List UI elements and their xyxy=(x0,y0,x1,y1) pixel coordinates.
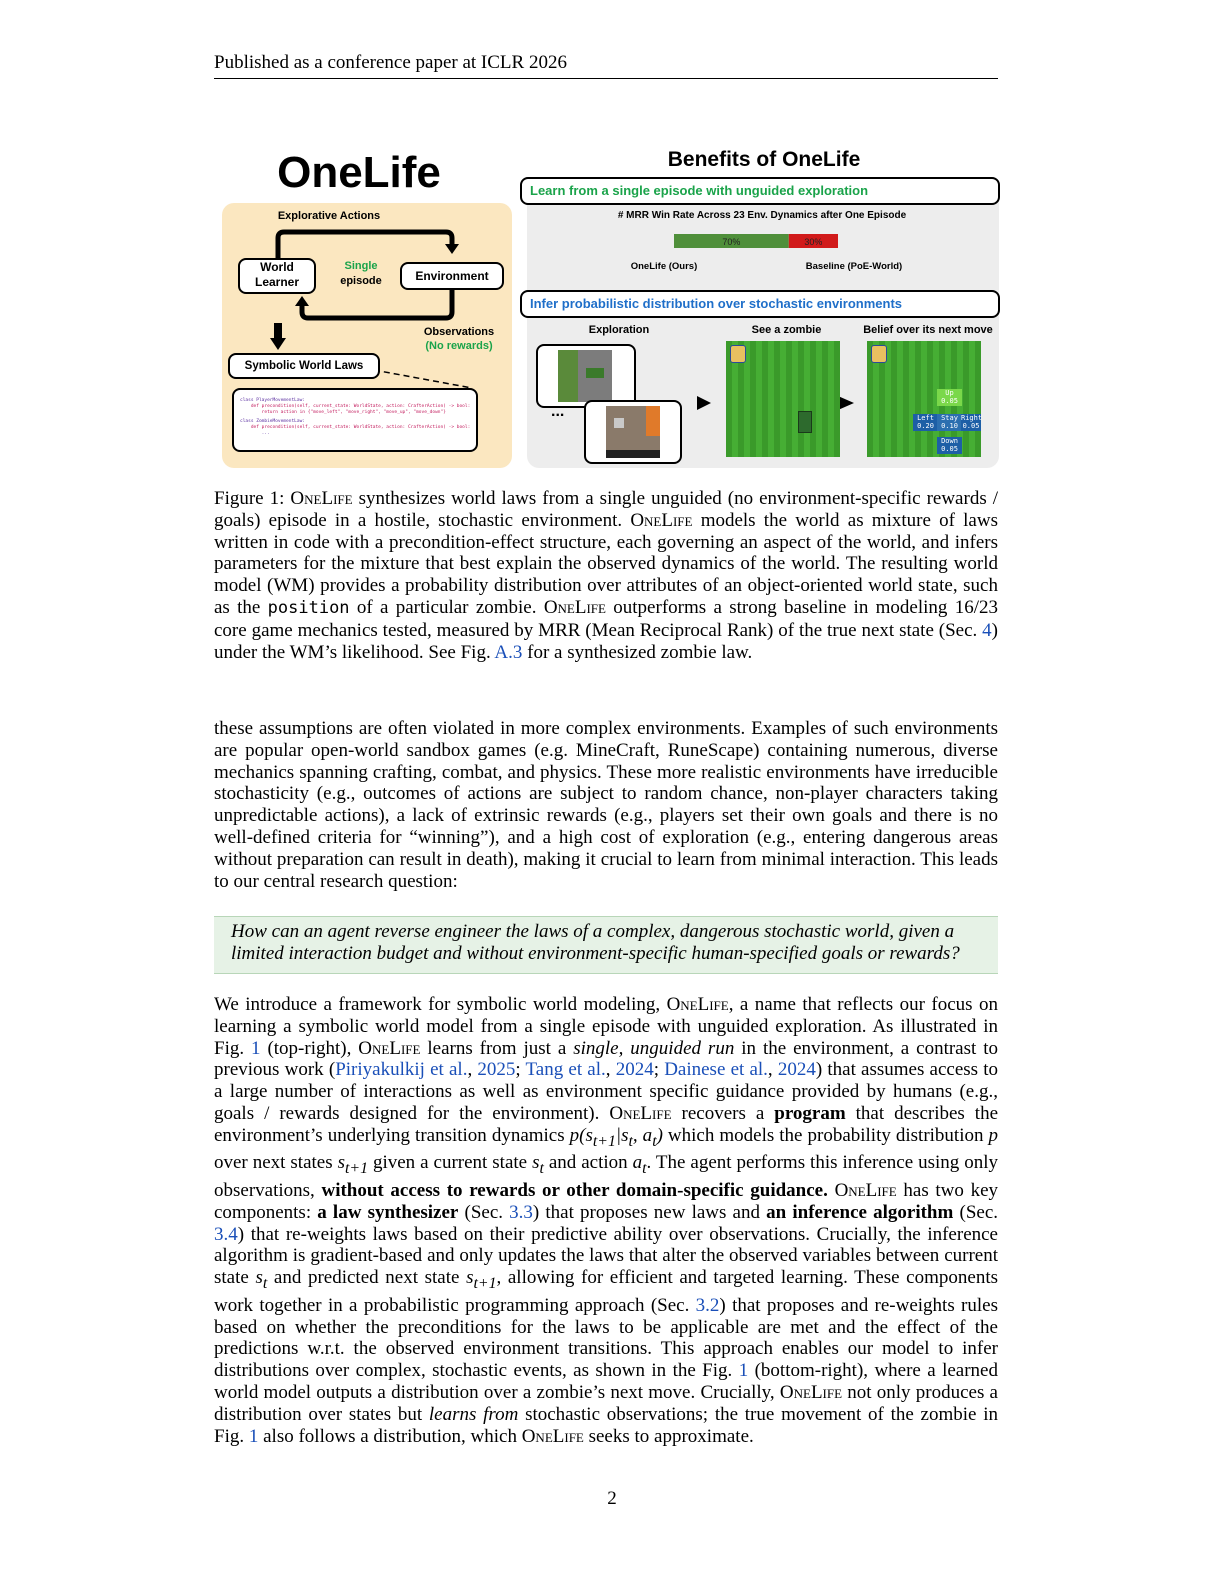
code-position: position xyxy=(267,597,350,618)
caption-text: for a synthesized zombie law. xyxy=(522,641,753,663)
section-3-3-link[interactable]: 3.3 xyxy=(509,1201,533,1223)
onelife-name: OneLife xyxy=(521,1425,584,1447)
move-right-tile xyxy=(961,414,981,431)
benefit-1-box: Learn from a single episode with unguided exploration xyxy=(520,177,1000,205)
move-up-tile xyxy=(937,389,962,406)
math-transition: $p(s_{t+1}|s_t$, $a_t$) xyxy=(569,1124,663,1150)
see-zombie-label: See a zombie xyxy=(751,324,822,336)
move-down-tile xyxy=(937,437,962,454)
paragraph-1: these assumptions are often violated in more complex environments. Examples of such environments are popular open-world sandbox games (e.g. MineCraft, RuneScape) containing numerous, diverse mechanics spanning crafting, combat, and physics. These more realistic environments have irreducible stochasticity (e.g., outcomes of actions are subject to random chance, non-player characters taking unpredictable actions), a lack of extrinsic rewards (e.g., players set their own goals and there is no well-defined criteria for “winning”), and a high cost of exploration (e.g., entering dangerous areas without preparation can result in death), making it crucial to learn from minimal interaction. This leads to our central research question: xyxy=(214,718,998,892)
citation-year[interactable]: 2025 xyxy=(477,1059,516,1081)
episode-label: episode xyxy=(340,275,382,287)
mrr-chart-title: # MRR Win Rate Across 23 Env. Dynamics after One Episode xyxy=(617,210,907,221)
onelife-name: OneLife xyxy=(630,509,693,531)
player-icon xyxy=(730,345,746,363)
benefits-title: Benefits of OneLife xyxy=(667,148,861,171)
caption-text: outperforms a strong baseline in modeling 16/23 core game mechanics tested, measured by MRR (Mean Reciprocal Rank) of the true next state (Sec. xyxy=(214,596,998,641)
caption-text: of a particular zombie. xyxy=(349,596,544,618)
exploration-frame-1 xyxy=(536,344,636,408)
win-rate-label-1: 30% xyxy=(804,237,823,247)
onelife-name: OneLife xyxy=(666,994,729,1015)
citation-tang[interactable]: Tang et al. xyxy=(525,1059,606,1081)
belief-scene xyxy=(867,341,981,457)
figure-caption xyxy=(214,488,998,663)
caption-text: ) under the WM’s likelihood. See Fig. xyxy=(214,619,998,663)
baseline-label: Baseline (PoE-World) xyxy=(805,261,903,272)
single-label: Single xyxy=(344,260,378,272)
move-label: Left xyxy=(917,414,934,422)
move-prob: 0.05 xyxy=(962,422,980,430)
onelife-name: OneLife xyxy=(543,596,606,618)
exploration-frame-2 xyxy=(584,400,682,464)
move-left-tile xyxy=(913,414,938,431)
world-learner-node: World Learner xyxy=(238,258,316,294)
caption-text: models the world as mixture of laws written in code with a precondition-effect structure, each governing an aspect of the world, and infers parameters for the mixture that best explain the observed dynamics of the world. The resulting world model (WM) provides a probability distribution over attributes of an object-oriented world state, such as the xyxy=(214,509,998,618)
zombie-icon xyxy=(798,411,812,433)
code-line: def precondition(self, current_state: WorldState, action: CrafterAction) -> bool: xyxy=(240,404,471,409)
move-prob: 0.20 xyxy=(917,422,934,430)
belief-label: Belief over its next move xyxy=(863,324,993,336)
citation-year[interactable]: 2024 xyxy=(615,1059,654,1081)
no-rewards-label: (No rewards) xyxy=(425,340,493,352)
onelife-name: OneLife xyxy=(290,488,353,509)
move-label: Right xyxy=(961,414,983,422)
figure-1-link[interactable]: 1 xyxy=(738,1360,749,1382)
ellipsis: ... xyxy=(551,403,565,420)
research-question: How can an agent reverse engineer the laws of a complex, dangerous stochastic world, given a limited interaction budget and without environment-specific human-specified goals or rewards? xyxy=(231,921,960,964)
player-icon xyxy=(871,345,887,363)
citation-dainese[interactable]: Dainese et al. xyxy=(664,1059,768,1081)
zombie-scene xyxy=(726,341,840,457)
page-number: 2 xyxy=(607,1488,617,1509)
figure-1 xyxy=(214,148,1004,478)
figure-1-link[interactable]: 1 xyxy=(251,1037,261,1059)
environment-node: Environment xyxy=(400,262,504,290)
onelife-name: OneLife xyxy=(779,1381,843,1403)
move-prob: 0.05 xyxy=(941,397,958,405)
move-prob: 0.10 xyxy=(941,422,958,430)
move-prob: 0.05 xyxy=(941,445,958,453)
onelife-name: OneLife xyxy=(358,1037,421,1059)
code-line: ... xyxy=(240,431,270,436)
caption-prefix: Figure 1: xyxy=(214,488,291,509)
citation-piriyakulkij[interactable]: Piriyakulkij et al. xyxy=(335,1059,468,1081)
code-line: return action in {"move_left", "move_right", "move_up", "move_down"} xyxy=(240,410,446,415)
code-line: def precondition(self, current_state: WorldState, action: CrafterAction) -> bool: xyxy=(240,425,471,430)
symbolic-world-laws-node: Symbolic World Laws xyxy=(228,353,380,379)
code-line: class PlayerMovementLaw: xyxy=(240,398,306,403)
onelife-name: OneLife xyxy=(834,1179,897,1201)
move-label: Up xyxy=(945,389,954,397)
citation-year[interactable]: 2024 xyxy=(777,1059,816,1081)
onelife-ours-label: OneLife (Ours) xyxy=(630,261,698,272)
figure-1-link[interactable]: 1 xyxy=(248,1425,259,1447)
move-label: Stay xyxy=(941,414,958,422)
explorative-actions-label: Explorative Actions xyxy=(277,210,381,222)
section-3-4-link[interactable]: 3.4 xyxy=(214,1223,238,1245)
caption-text: synthesizes world laws from a single unguided (no environment-specific rewards / goals) episode in a hostile, stochastic environment. xyxy=(214,488,998,531)
code-line: class ZombieMovementLaw: xyxy=(240,419,306,424)
running-header: Published as a conference paper at ICLR 2026 xyxy=(214,52,998,79)
win-rate-label-0: 70% xyxy=(722,237,741,247)
code-snippet-box xyxy=(232,388,478,452)
benefit-2-box: Infer probabilistic distribution over stochastic environments xyxy=(520,290,1000,318)
observations-label: Observations xyxy=(423,326,495,338)
mrr-win-rate-chart xyxy=(674,234,844,250)
section-4-link[interactable]: 4 xyxy=(982,619,992,641)
move-stay-tile xyxy=(937,414,962,431)
paragraph-2: We introduce a framework for symbolic world modeling, OneLife, a name that reflects our focus on learning a symbolic world model from a single episode with unguided exploration. As illustrated in Fig. 1 (top-right), OneLife learns from just a single, unguided run in the environment, a contrast to previous work (Piriyakulkij et al., 2025; Tang et al., 2024; Dainese et al., 2024) that assumes access to a large number of interactions as well as environment specific guidance provided by humans (e.g., goals / rewards designed for the environment). OneLife recovers a program that describes the environment’s underlying transition dynamics $p(s_{t+1}|s_t$, $a_t$) which models the probability distribution p over next states $s_{t+1}$ given a current state $s_t$ and action $a_t$. The agent performs this inference using only observations, without access to rewards or other domain-specific guidance. OneLife has two key components: a law synthesizer (Sec. 3.3) that proposes new laws and an inference algorithm (Sec. 3.4) that re-weights laws based on their predictive ability over observations. Crucially, the inference algorithm is gradient-based and only updates the laws that alter the observed variables between current state $s_t$ and predicted next state $s_{t+1}$, allowing for efficient and targeted learning. These components work together in a probabilistic programming approach (Sec. 3.2) that proposes and re-weights rules based on whether the preconditions for the laws to be applicable are met and the effect of the predictions w.r.t. the observed environment transitions. This approach enables our model to infer distributions over complex, stochastic events, as shown in the Fig. 1 (bottom-right), where a learned world model outputs a distribution over a zombie’s next move. Crucially, OneLife not only produces a distribution over states but learns from stochastic observations; the true movement of the zombie in Fig. 1 also follows a distribution, which OneLife seeks to approximate. xyxy=(214,994,999,1447)
section-3-2-link[interactable]: 3.2 xyxy=(695,1294,720,1316)
research-question-box xyxy=(214,916,998,974)
exploration-label: Exploration xyxy=(588,324,650,336)
move-label: Down xyxy=(941,437,958,445)
onelife-name: OneLife xyxy=(609,1102,672,1124)
figure-a3-link[interactable]: A.3 xyxy=(494,641,523,663)
onelife-logo-title: OneLife xyxy=(277,148,441,197)
